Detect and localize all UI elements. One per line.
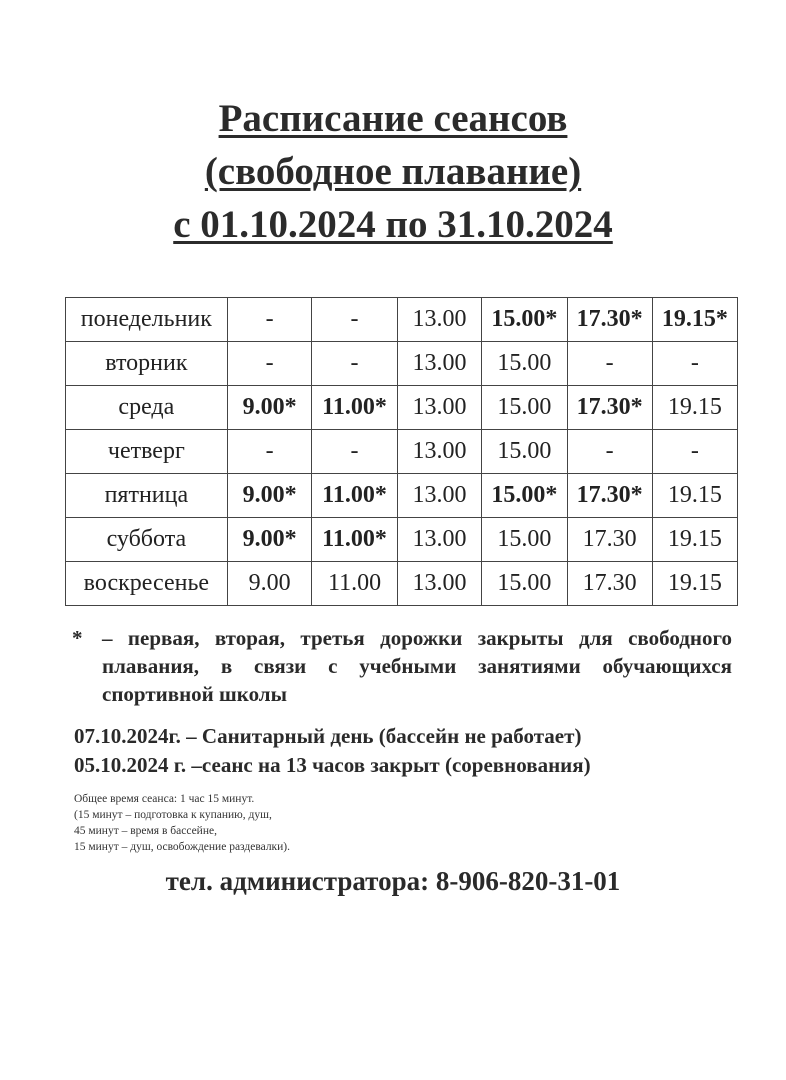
session-time-cell: 17.30* [567, 386, 652, 430]
session-time-cell: 17.30 [567, 562, 652, 606]
session-time-cell: - [652, 430, 737, 474]
page-title [0, 92, 786, 251]
schedule-row [66, 562, 738, 606]
session-time-cell: 9.00* [227, 518, 312, 562]
day-name-cell: понедельник [66, 298, 228, 342]
schedule-row [66, 342, 738, 386]
session-time-cell: 15.00 [482, 562, 567, 606]
schedule-row [66, 474, 738, 518]
session-time-cell: - [567, 430, 652, 474]
session-time-cell: 9.00* [227, 474, 312, 518]
session-time-cell: 15.00 [482, 518, 567, 562]
day-name-cell: вторник [66, 342, 228, 386]
session-time-cell: 11.00* [312, 386, 397, 430]
day-name-cell: пятница [66, 474, 228, 518]
session-time-cell: 17.30* [567, 474, 652, 518]
session-time-cell: 13.00 [397, 386, 482, 430]
schedule-row [66, 518, 738, 562]
day-name-cell: воскресенье [66, 562, 228, 606]
session-time-cell: 15.00 [482, 386, 567, 430]
schedule-row [66, 298, 738, 342]
session-time-cell: - [227, 298, 312, 342]
session-time-cell: 17.30* [567, 298, 652, 342]
title-line-1: Расписание сеансов [218, 97, 568, 140]
admin-phone: тел. администратора: 8-906-820-31-01 [165, 866, 621, 896]
day-name-cell: четверг [66, 430, 228, 474]
session-time-cell: - [227, 342, 312, 386]
session-time-cell: 19.15* [652, 298, 737, 342]
session-time-cell: 13.00 [397, 474, 482, 518]
schedule-row [66, 430, 738, 474]
session-time-cell: 11.00 [312, 562, 397, 606]
footnote-text: – первая, вторая, третья дорожки закрыты для свободного плавания, в связи с учебными занятиями обучающихся спортивной школы [102, 626, 732, 706]
session-time-cell: 9.00 [227, 562, 312, 606]
session-time-cell: 15.00* [482, 474, 567, 518]
session-time-cell: 19.15 [652, 474, 737, 518]
session-time-cell: 15.00 [482, 342, 567, 386]
session-time-cell: 13.00 [397, 430, 482, 474]
day-name-cell: среда [66, 386, 228, 430]
session-time-cell: 17.30 [567, 518, 652, 562]
session-time-cell: 13.00 [397, 562, 482, 606]
session-time-cell: 13.00 [397, 518, 482, 562]
session-time-cell: - [312, 298, 397, 342]
day-name-cell: суббота [66, 518, 228, 562]
title-line-2: (свободное плавание) [204, 150, 582, 193]
session-info-line: Общее время сеанса: 1 час 15 минут. [74, 793, 255, 805]
session-time-cell: - [567, 342, 652, 386]
session-info-line: 45 минут – время в бассейне, [74, 825, 217, 837]
session-time-cell: 13.00 [397, 298, 482, 342]
notice-session-closed: 05.10.2024 г. –сеанс на 13 часов закрыт (соревнования) [74, 753, 591, 777]
session-time-cell: 15.00 [482, 430, 567, 474]
session-time-cell: - [227, 430, 312, 474]
session-info-line: 15 минут – душ, освобождение раздевалки). [74, 841, 291, 853]
session-time-cell: 13.00 [397, 342, 482, 386]
session-time-cell: 11.00* [312, 518, 397, 562]
session-time-cell: 9.00* [227, 386, 312, 430]
schedule-row [66, 386, 738, 430]
title-line-3: с 01.10.2024 по 31.10.2024 [173, 203, 613, 246]
session-time-cell: 15.00* [482, 298, 567, 342]
footnote-star: * [72, 626, 83, 650]
footnote [72, 624, 732, 708]
notices [74, 722, 591, 780]
session-time-cell: - [652, 342, 737, 386]
schedule-table [65, 297, 738, 606]
session-info [74, 791, 290, 855]
session-time-cell: - [312, 430, 397, 474]
session-time-cell: 11.00* [312, 474, 397, 518]
session-time-cell: - [312, 342, 397, 386]
session-time-cell: 19.15 [652, 518, 737, 562]
session-time-cell: 19.15 [652, 386, 737, 430]
session-info-line: (15 минут – подготовка к купанию, душ, [74, 809, 272, 821]
session-time-cell: 19.15 [652, 562, 737, 606]
notice-sanitary-day: 07.10.2024г. – Санитарный день (бассейн не работает) [74, 724, 582, 748]
